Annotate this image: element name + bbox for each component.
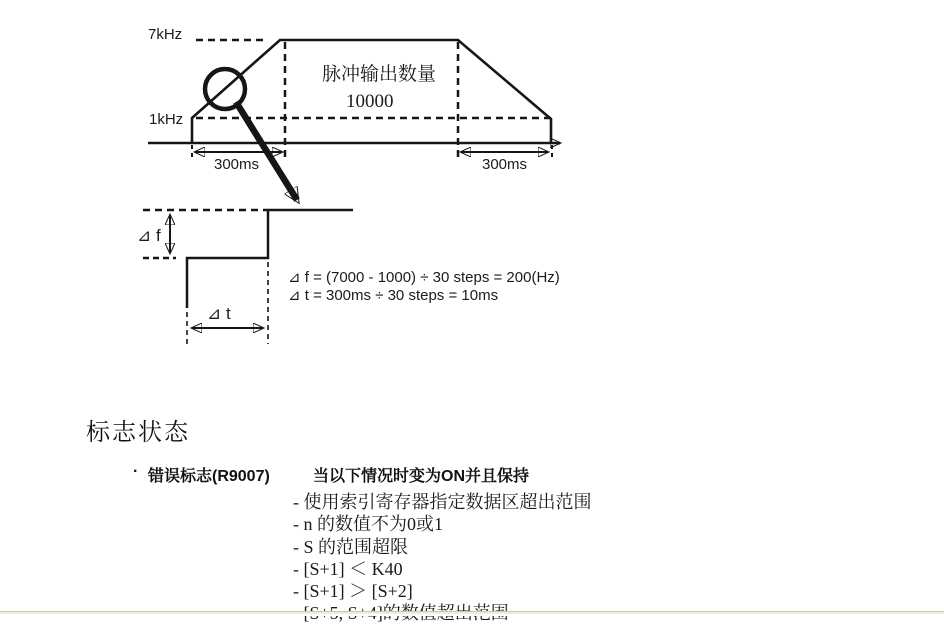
error-condition-item: - [S+1] ＜ K40 xyxy=(293,558,403,579)
error-condition-item: - n 的数值不为0或1 xyxy=(293,514,443,535)
error-flag-label: 错误标志(R9007) xyxy=(148,468,270,485)
decel-time-label: 300ms xyxy=(482,156,528,173)
formula-delta-t: ⊿ t = 300ms ÷ 30 steps = 10ms xyxy=(288,287,499,304)
accel-time-label: 300ms xyxy=(214,156,260,173)
error-condition-item: - 使用索引寄存器指定数据区超出范围 xyxy=(293,492,592,512)
bullet-dot: · xyxy=(133,463,139,480)
error-flag-condition-title: 当以下情况时变为ON并且保持 xyxy=(313,468,530,485)
page-break-line xyxy=(0,611,944,616)
section-heading-flag-status: 标志状态 xyxy=(86,419,190,446)
step-edge xyxy=(187,210,268,308)
freq-low-label: 1kHz xyxy=(149,111,184,128)
formula-delta-f: ⊿ f = (7000 - 1000) ÷ 30 steps = 200(Hz) xyxy=(288,269,560,286)
pulse-count-label: 脉冲输出数量 xyxy=(322,64,437,85)
freq-high-label: 7kHz xyxy=(148,26,183,43)
error-condition-item: - S 的范围超限 xyxy=(293,536,409,557)
pulse-count-value: 10000 xyxy=(346,91,394,112)
delta-f-label: ⊿ f xyxy=(137,226,161,245)
delta-t-label: ⊿ t xyxy=(207,304,231,323)
pulse-output-diagram xyxy=(0,0,620,350)
error-condition-item: - [S+1] ＞ [S+2] xyxy=(293,581,413,602)
error-condition-list xyxy=(293,491,592,625)
